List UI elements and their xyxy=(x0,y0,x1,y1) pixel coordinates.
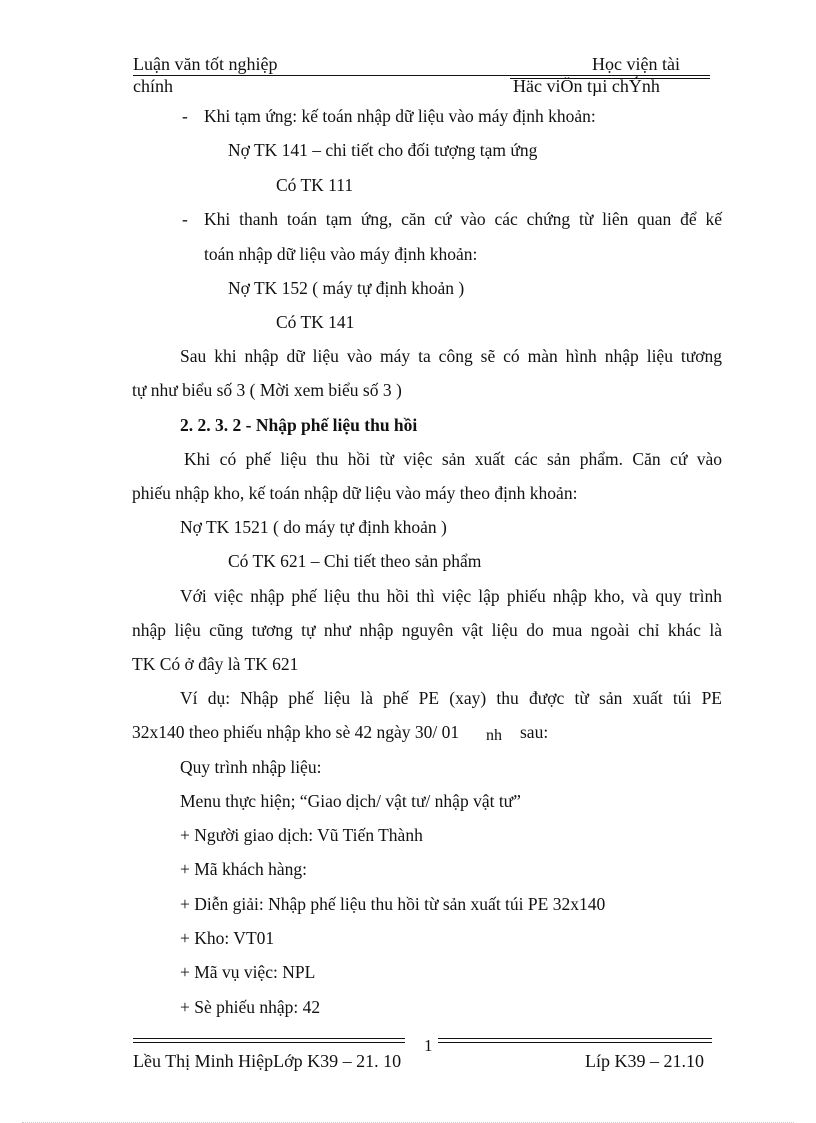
bullet-2-line2: toán nhập dữ liệu vào máy định khoản: xyxy=(204,244,478,264)
paragraph-1-line1: Sau khi nhập dữ liệu vào máy ta công sẽ có màn hình nhập liệu tương xyxy=(180,346,722,366)
bullet-2-line1: Khi thanh toán tạm ứng, căn cứ vào các chứng từ liên quan để kế xyxy=(204,209,722,229)
page-number: 1 xyxy=(424,1036,433,1055)
bullet-1-text: Khi tạm ứng: kế toán nhập dữ liệu vào máy định khoản: xyxy=(204,106,596,126)
paragraph-4-line1: Ví dụ: Nhập phế liệu là phế PE (xay) thu được từ sản xuất túi PE xyxy=(180,688,722,708)
section-number: 2. 2. 3. 2 - xyxy=(180,415,256,435)
paragraph-3-line2: nhập liệu cũng tương tự như nhập nguyên vật liệu do mua ngoài chỉ khác là xyxy=(132,620,722,640)
entry-debit-1521: Nợ TK 1521 ( do máy tự định khoản ) xyxy=(180,517,447,537)
section-heading xyxy=(180,414,417,436)
section-title: Nhập phế liệu thu hồi xyxy=(255,415,418,435)
header-left-line1: Luận văn tốt nghiệp xyxy=(133,54,278,74)
list-item-customer-code: + Mã khách hàng: xyxy=(180,859,307,879)
list-item-description: + Diễn giải: Nhập phế liệu thu hồi từ sản xuất túi PE 32x140 xyxy=(180,894,606,914)
bullet-dash: - xyxy=(182,209,188,229)
footer-rule-right-2 xyxy=(438,1042,712,1043)
header-right-line2: Häc viÖn tµi chÝnh xyxy=(513,76,660,96)
menu-path: Menu thực hiện; “Giao dịch/ vật tư/ nhập vật tư” xyxy=(180,791,521,811)
header-right-line1: Học viện tài xyxy=(592,54,680,74)
list-item-receipt-number: + Sè phiếu nhập: 42 xyxy=(180,997,321,1017)
footer-rule-left-1 xyxy=(133,1038,405,1039)
header-left-line2: chính xyxy=(133,76,173,96)
bullet-1-debit: Nợ TK 141 – chi tiết cho đối tượng tạm ứng xyxy=(228,140,538,160)
footer-rule-left-2 xyxy=(133,1042,405,1043)
bullet-1-credit: Có TK 111 xyxy=(276,175,354,195)
list-item-warehouse: + Kho: VT01 xyxy=(180,928,275,948)
paragraph-2-line2: phiếu nhập kho, kế toán nhập dữ liệu vào máy theo định khoản: xyxy=(132,483,578,503)
bullet-2-credit: Có TK 141 xyxy=(276,312,355,332)
list-item-case-code: + Mã vụ việc: NPL xyxy=(180,962,316,982)
paragraph-1-line2: tự như biểu số 3 ( Mời xem biểu số 3 ) xyxy=(132,380,402,400)
paragraph-3-line1: Với việc nhập phế liệu thu hồi thì việc lập phiếu nhập kho, và quy trình xyxy=(180,586,722,606)
bullet-2-debit: Nợ TK 152 ( máy tự định khoản ) xyxy=(228,278,465,298)
bullet-dash: - xyxy=(182,106,188,126)
entry-credit-621: Có TK 621 – Chi tiết theo sản phẩm xyxy=(228,551,482,571)
paragraph-4-line2c: sau: xyxy=(520,722,549,742)
list-item-trader: + Người giao dịch: Vũ Tiến Thành xyxy=(180,825,423,845)
procedure-title: Quy trình nhập liệu: xyxy=(180,757,322,777)
paragraph-3-line3: TK Có ở đây là TK 621 xyxy=(132,654,299,674)
paragraph-4-line2b: nh xyxy=(486,727,502,744)
footer-left: Lều Thị Minh HiệpLớp K39 – 21. 10 xyxy=(133,1051,402,1071)
footer-right: Líp K39 – 21.10 xyxy=(585,1051,704,1071)
paragraph-2-line1: Khi có phế liệu thu hồi từ việc sản xuất các sản phẩm. Căn cứ vào xyxy=(184,449,722,469)
paragraph-4-line2a: 32x140 theo phiếu nhập kho sè 42 ngày 30/ 01 xyxy=(132,722,460,742)
footer-rule-right-1 xyxy=(438,1038,712,1039)
